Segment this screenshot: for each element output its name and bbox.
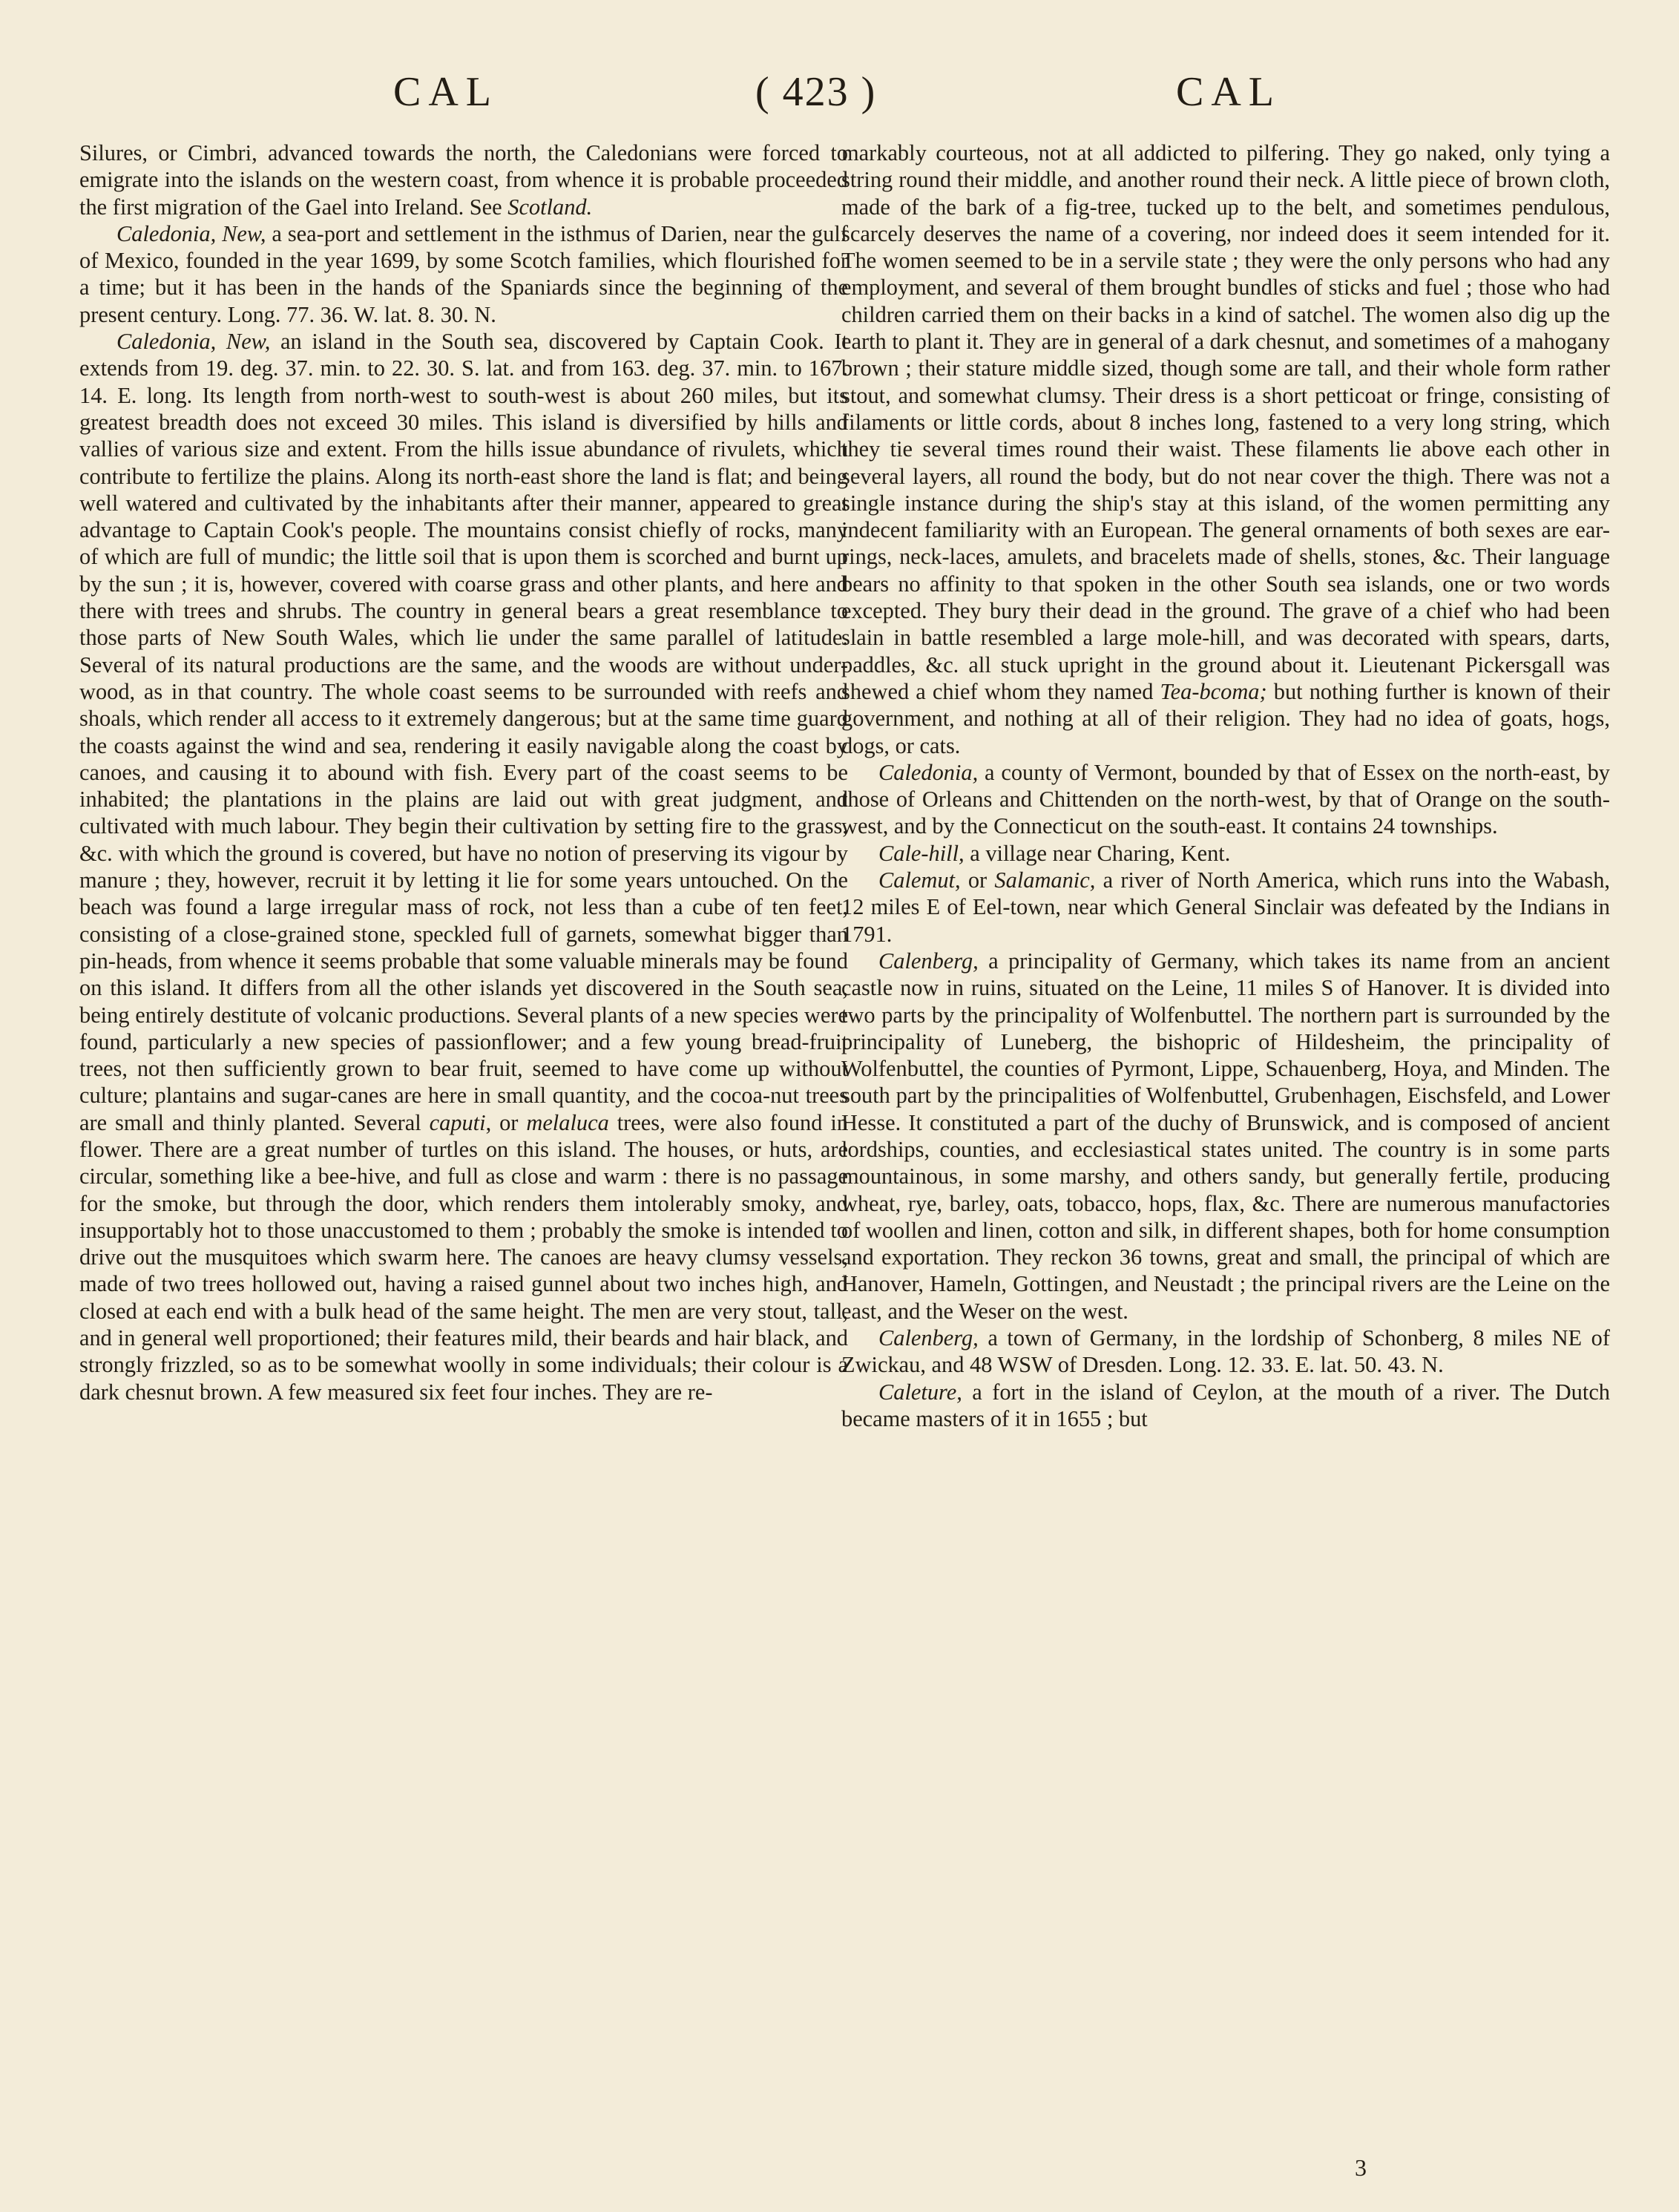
signature-mark: 3 bbox=[1355, 2154, 1367, 2181]
italic-term: Scotland. bbox=[507, 194, 593, 220]
text-run: a principality of Germany, which takes its name from an ancient castle now in ruins, situated on the Leine, 11 miles S of Hanover. It is divided into two parts by the principality of Wolfenbuttel. The northern part is surrounded by the principality of Luneberg, the bishopric of Hildesheim, the principality of Wolfenbuttel, the counties of Pyrmont, Lippe, Schauenberg, Hoya, and Minden. The south part by the principalities of Wolfenbuttel, Grubenhagen, Eischsfeld, and Lower Hesse. It constituted a part of the duchy of Brunswick, and is composed of ancient lordships, counties, and ecclesiastical states united. The country is in some parts mountainous, in some marshy, and others sandy, but generally fertile, producing wheat, rye, barley, oats, tobacco, hops, flax, &c. There are numerous manufactories of woollen and linen, cotton and silk, in different shapes, both for home consumption and exportation. They reckon 36 towns, great and small, the principal of which are Hanover, Hameln, Gottingen, and Neustadt ; the principal rivers are the Leine on the east, and the Weser on the west. bbox=[841, 948, 1610, 1324]
text-run: or bbox=[960, 867, 995, 893]
right-column bbox=[841, 140, 1610, 1432]
continued-paragraph bbox=[79, 140, 848, 220]
italic-term: Caleture, bbox=[878, 1379, 962, 1405]
italic-term: Calemut, bbox=[878, 867, 961, 893]
italic-term: Cale-hill, bbox=[878, 840, 965, 866]
text-run: , or bbox=[485, 1109, 527, 1135]
italic-term: Caledonia, New, bbox=[116, 329, 271, 355]
text-run: a village near Charing, Kent. bbox=[964, 840, 1231, 866]
dictionary-entry bbox=[841, 867, 1610, 948]
text-run: a fort in the island of Ceylon, at the mouth of a river. The Dutch became masters of it in 1655 ; but bbox=[841, 1379, 1610, 1431]
text-run: markably courteous, not at all addicted to pilfering. They go naked, only tying a string round their middle, and another round their neck. A little piece of brown cloth, made of the bark of a fig-tree, tucked up to the belt, and sometimes pendulous, scarcely deserves the name of a covering, nor indeed does it seem intended for it. The women seemed to be in a servile state ; they were the only persons who had any employment, and several of them brought bundles of sticks and fuel ; those who had children carried them on their backs in a kind of satchel. The women also dig up the earth to plant it. They are in general of a dark chesnut, and sometimes of a mahogany brown ; their stature middle sized, though some are tall, and their whole form rather stout, and somewhat clumsy. Their dress is a short petticoat or fringe, consisting of filaments or little cords, about 8 inches long, fastened to a very long string, which they tie several times round their waist. These filaments lie above each other in several layers, all round the body, but do not near cover the thigh. There was not a single instance during the ship's stay at this island, of the women permitting any indecent familiarity with an European. The general ornaments of both sexes are ear-rings, neck-laces, amulets, and bracelets made of shells, stones, &c. Their language bears no affinity to that spoken in the other South sea islands, one or two words excepted. They bury their dead in the ground. The grave of a chief who had been slain in battle resembled a large mole-hill, and was decorated with spears, darts, paddles, &c. all stuck upright in the ground about it. Lieutenant Pickersgall was shewed a chief whom they named bbox=[841, 140, 1610, 704]
italic-term: Caledonia, bbox=[878, 759, 979, 785]
header-right: CAL bbox=[1176, 69, 1281, 115]
italic-term: caputi bbox=[429, 1109, 486, 1135]
dictionary-entry bbox=[841, 948, 1610, 1325]
continued-paragraph bbox=[841, 140, 1610, 759]
text-run: a river of North America, which runs into the Wabash, 12 miles E of Eel-town, near which General Sinclair was defeated by the Indians in 1791. bbox=[841, 867, 1610, 947]
left-column bbox=[79, 140, 848, 1405]
text-run: but nothing further is known of their government, and nothing at all of their religion. They had no idea of goats, hogs, dogs, or cats. bbox=[841, 678, 1611, 758]
italic-term: melaluca bbox=[526, 1109, 609, 1135]
running-header bbox=[0, 68, 1679, 128]
text-run: an island in the South sea, discovered by Captain Cook. It extends from 19. deg. 37. min. to 22. 30. S. lat. and from 163. deg. 37. min. to 167. 14. E. long. Its length from north-west to south-west is about 260 miles, but its greatest breadth does not exceed 30 miles. This island is diversified by hills and vallies of various size and extent. From the hills issue abundance of rivulets, which contribute to fertilize the plains. Along its north-east shore the land is flat; and being well watered and cultivated by the inhabitants after their manner, appeared to great advantage to Captain Cook's people. The mountains consist chiefly of rocks, many of which are full of mundic; the little soil that is upon them is scorched and burnt up by the sun ; it is, however, covered with coarse grass and other plants, and here and there with trees and shrubs. The country in general bears a great resemblance to those parts of New South Wales, which lie under the same parallel of latitude. Several of its natural productions are the same, and the woods are without under-wood, as in that country. The whole coast seems to be surrounded with reefs and shoals, which render all access to it extremely dangerous; but at the same time guard the coasts against the wind and sea, rendering it easily navigable along the coast by canoes, and causing it to abound with fish. Every part of the coast seems to be inhabited; the plantations in the plains are laid out with great judgment, and cultivated with much labour. They begin their cultivation by setting fire to the grass, &c. with which the ground is covered, but have no notion of preserving its vigour by manure ; they, however, recruit it by letting it lie for some years untouched. On the beach was found a large irregular mass of rock, not less than a cube of ten feet, consisting of a close-grained stone, speckled full of garnets, somewhat bigger than pin-heads, from whence it seems probable that some valuable minerals may be found on this island. It differs from all the other islands yet discovered in the South sea, being entirely destitute of volcanic productions. Several plants of a new species were found, particularly a new species of passionflower; and a few young bread-fruit trees, not then sufficiently grown to bear fruit, seemed to have come up without culture; plantains and sugar-canes are here in small quantity, and the cocoa-nut trees are small and thinly planted. Several bbox=[79, 329, 848, 1135]
text-run: trees, were also found in flower. There are a great number of turtles on this island. The houses, or huts, are circular, something like a bee-hive, and full as close and warm : there is no passage for the smoke, but through the door, which renders them intolerably smoky, and insupportably hot to those unaccustomed to them ; probably the smoke is intended to drive out the musquitoes which swarm here. The canoes are heavy clumsy vessels, made of two trees hollowed out, having a raised gunnel about two inches high, and closed at each end with a bulk head of the same height. The men are very stout, tall, and in general well proportioned; their features mild, their beards and hair black, and strongly frizzled, so as to be somewhat woolly in some individuals; their colour is a dark chesnut brown. A few measured six feet four inches. They are re- bbox=[79, 1109, 849, 1405]
text-run: Silures, or Cimbri, advanced towards the north, the Caledonians were forced to emigrate into the islands on the western coast, from whence it is probable proceeded the first migration of the Gael into Ireland. See bbox=[79, 140, 848, 220]
text-run: a sea-port and settlement in the isthmus of Darien, near the gulf of Mexico, founded in the year 1699, by some Scotch families, which flourished for a time; but it has been in the hands of the Spaniards since the beginning of the present century. Long. 77. 36. W. lat. 8. 30. N. bbox=[79, 220, 848, 327]
dictionary-entry bbox=[841, 1379, 1610, 1433]
dictionary-entry bbox=[841, 1325, 1610, 1379]
dictionary-entry bbox=[79, 220, 848, 328]
italic-term: Caledonia, New, bbox=[116, 220, 266, 246]
italic-term: Calenberg, bbox=[878, 948, 979, 974]
header-left: CAL bbox=[393, 69, 499, 115]
text-run: a county of Vermont, bounded by that of Essex on the north-east, by those of Orleans and Chittenden on the north-west, by that of Orange on the south-west, and by the Connecticut on the south-east. It contains 24 townships. bbox=[841, 759, 1610, 839]
italic-term: Salamanic, bbox=[994, 867, 1096, 893]
dictionary-entry bbox=[841, 759, 1610, 840]
text-run: a town of Germany, in the lordship of Schonberg, 8 miles NE of Zwickau, and 48 WSW of Dresden. Long. 12. 33. E. lat. 50. 43. N. bbox=[841, 1325, 1610, 1378]
italic-term: Calenberg, bbox=[878, 1325, 979, 1351]
page-number: ( 423 ) bbox=[755, 69, 877, 115]
dictionary-entry bbox=[79, 328, 848, 1405]
italic-term: Tea-bcoma; bbox=[1160, 678, 1267, 704]
dictionary-entry bbox=[841, 840, 1610, 867]
